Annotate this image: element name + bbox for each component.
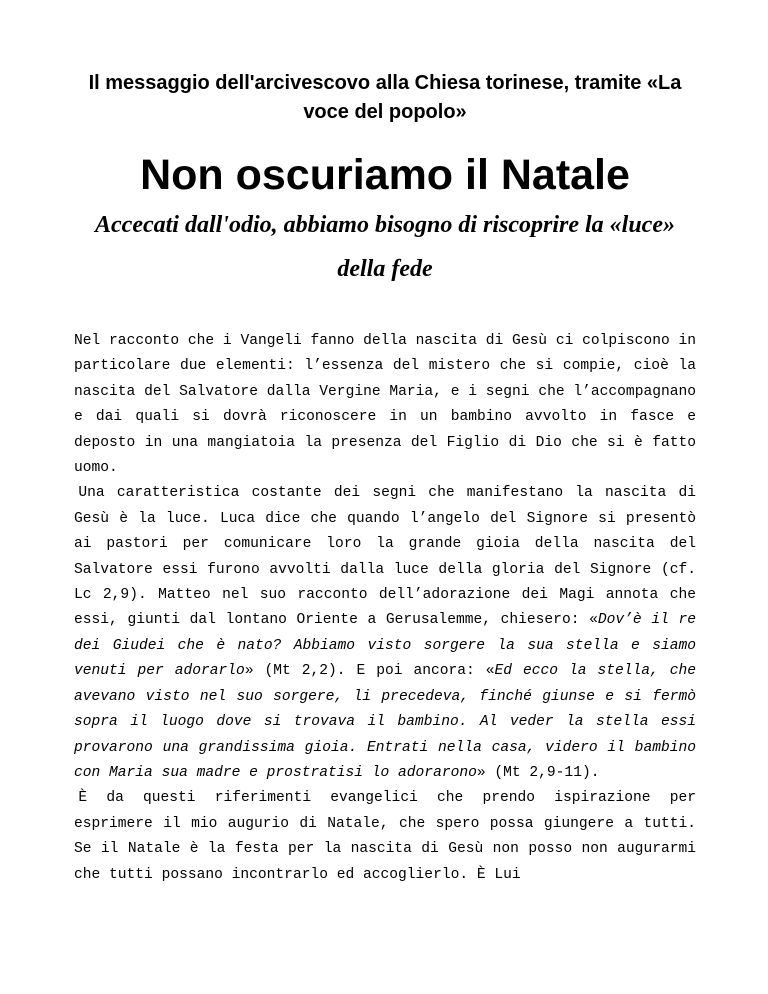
paragraph-3: È da questi riferimenti evangelici che prendo ispirazione per esprimere il mio augurio di Natale, che spero possa giungere a tutti. Se il Natale è la festa per la nascita di Gesù non posso non augurarmi che tutti possano incontrarlo ed accoglierlo. È Lui [74,790,696,883]
paragraph-2-text-a: Una caratteristica costante dei segni che manifestano la nascita di Gesù è la luce. Luca dice che quando l’angelo del Signore si presentò ai pastori per comunicare loro la grande gioia della nascita del Salvatore essi furono avvolti dalla luce della gloria del Signore (cf. Lc 2,9). Matteo nel suo racconto dell’adorazione dei Magi annota che essi, giunti dal lontano Oriente a Gerusalemme, chiesero: « [74,485,696,629]
gospel-quote-mt-2-2: Dov’è il re dei Giudei che è nato? Abbiamo visto sorgere la sua stella e siamo venuti per adorarlo [74,612,697,680]
paragraph-2 [74,481,696,786]
article-body [74,329,696,888]
article-kicker: Il messaggio dell'arcivescovo alla Chiesa torinese, tramite «La voce del popolo» [88,72,682,123]
gospel-quote-mt-2-9-11: Ed ecco la stella, che avevano visto nel suo sorgere, li precedeva, finché giunse e si fermò sopra il luogo dove si trovava il bambino. Al veder la stella essi provarono una grandissima gioia. Entrati nella casa, videro il bambino con Maria sua madre e prostratisi lo adorarono [74,663,696,781]
paragraph-2-text-c: » (Mt 2,9-11). [476,764,600,781]
article-subhead: Accecati dall'odio, abbiamo bisogno di riscoprire la «luce» della fede [95,212,675,282]
paragraph-2-text-b: » (Mt 2,2). E poi ancora: « [244,663,495,680]
paragraph-1: Nel racconto che i Vangeli fanno della nascita di Gesù ci colpiscono in particolare due elementi: l’essenza del mistero che si compie, cioè la nascita del Salvatore dalla Vergine Maria, e i segni che l’accompagnano e dai quali si dovrà riconoscere in un bambino avvolto in fasce e deposto in una mangiatoia la presenza del Figlio di Dio che si è fatto uomo. [74,333,696,477]
article-headline: Non oscuriamo il Natale [140,151,630,199]
document-page [74,0,696,888]
